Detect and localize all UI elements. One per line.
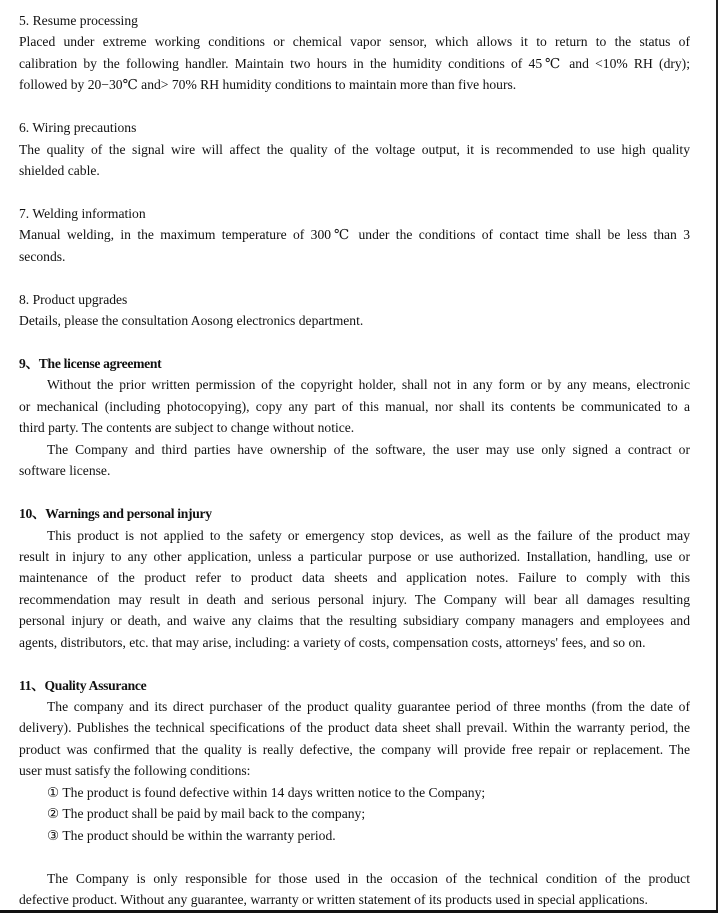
paragraph-line: shielded cable. bbox=[19, 163, 100, 179]
paragraph-line: user must satisfy the following conditions: bbox=[19, 763, 251, 779]
paragraph-line: or mechanical (including photocopying), copy any part of this manual, nor shall its contents be communicated to a bbox=[19, 398, 690, 414]
paragraph-line: delivery). Publishes the technical specifications of the product data sheet shall prevail. Within the warranty period, the bbox=[19, 720, 690, 736]
paragraph-line: result in injury to any other application, unless a particular purpose or use authorized. Installation, handling, use or bbox=[19, 548, 690, 564]
blank-line bbox=[19, 96, 690, 117]
blank-line bbox=[19, 182, 690, 203]
section-heading: 8. Product upgrades bbox=[19, 291, 128, 307]
section-heading: 7. Welding information bbox=[19, 205, 146, 221]
paragraph-line: The company and its direct purchaser of the product quality guarantee period of three months (from the date of bbox=[47, 699, 690, 714]
blank-line bbox=[19, 267, 690, 288]
paragraph-line: This product is not applied to the safety or emergency stop devices, as well as the failure of the product may bbox=[47, 527, 690, 543]
paragraph-line: Manual welding, in the maximum temperature of 300℃ under the conditions of contact time shall be less than 3 bbox=[19, 227, 690, 243]
paragraph-line: personal injury or death, and waive any claims that the resulting subsidiary company managers and employees and bbox=[19, 613, 690, 629]
paragraph-line: software license. bbox=[19, 463, 111, 479]
section-heading: 11、Quality Assurance bbox=[19, 677, 147, 693]
paragraph-line: third party. The contents are subject to change without notice. bbox=[19, 420, 355, 436]
paragraph-line: seconds. bbox=[19, 248, 66, 264]
paragraph-line: Placed under extreme working conditions or chemical vapor sensor, which allows it to return to the status of bbox=[19, 34, 690, 50]
paragraph-line: The quality of the signal wire will affect the quality of the voltage output, it is recommended to use high quality bbox=[19, 141, 690, 157]
paragraph-line: recommendation may result in death and serious personal injury. The Company will bear all damages resulting bbox=[19, 591, 690, 607]
paragraph-line: The Company is only responsible for those used in the occasion of the technical condition of the product bbox=[47, 870, 690, 886]
paragraph-line: Without the prior written permission of the copyright holder, shall not in any form or by any means, electronic bbox=[47, 377, 690, 393]
blank-line bbox=[19, 332, 690, 353]
section-heading: 10、Warnings and personal injury bbox=[19, 506, 212, 522]
section-heading: 5. Resume processing bbox=[19, 13, 138, 28]
list-item: ① The product is found defective within 14 days written notice to the Company; bbox=[47, 784, 486, 800]
paragraph-line: defective product. Without any guarantee, warranty or written statement of its products used in special applications. bbox=[19, 891, 648, 907]
list-item: ③ The product should be within the warranty period. bbox=[47, 827, 336, 843]
blank-line bbox=[19, 846, 690, 867]
paragraph-line: Details, please the consultation Aosong electronics department. bbox=[19, 313, 364, 329]
paragraph-line: followed by 20−30℃ and> 70% RH humidity conditions to maintain more than five hours. bbox=[19, 77, 517, 93]
blank-line bbox=[19, 482, 690, 503]
blank-line bbox=[19, 653, 690, 674]
document-page bbox=[19, 10, 690, 910]
paragraph-line: agents, distributors, etc. that may arise, including: a variety of costs, compensation costs, attorneys' fees, and so on. bbox=[19, 634, 646, 650]
paragraph-line: maintenance of the product refer to product data sheets and application notes. Failure to comply with this bbox=[19, 570, 690, 586]
section-heading: 9、The license agreement bbox=[19, 356, 162, 371]
paragraph-line: calibration by the following handler. Maintain two hours in the humidity conditions of 45℃ and <10% RH (dry); bbox=[19, 55, 690, 71]
section-heading: 6. Wiring precautions bbox=[19, 120, 137, 136]
paragraph-line: product was confirmed that the quality is really defective, the company will provide free repair or replacement. The bbox=[19, 741, 690, 757]
list-item: ② The product shall be paid by mail back to the company; bbox=[47, 806, 366, 822]
paragraph-line: The Company and third parties have ownership of the software, the user may use only signed a contract or bbox=[47, 441, 690, 457]
